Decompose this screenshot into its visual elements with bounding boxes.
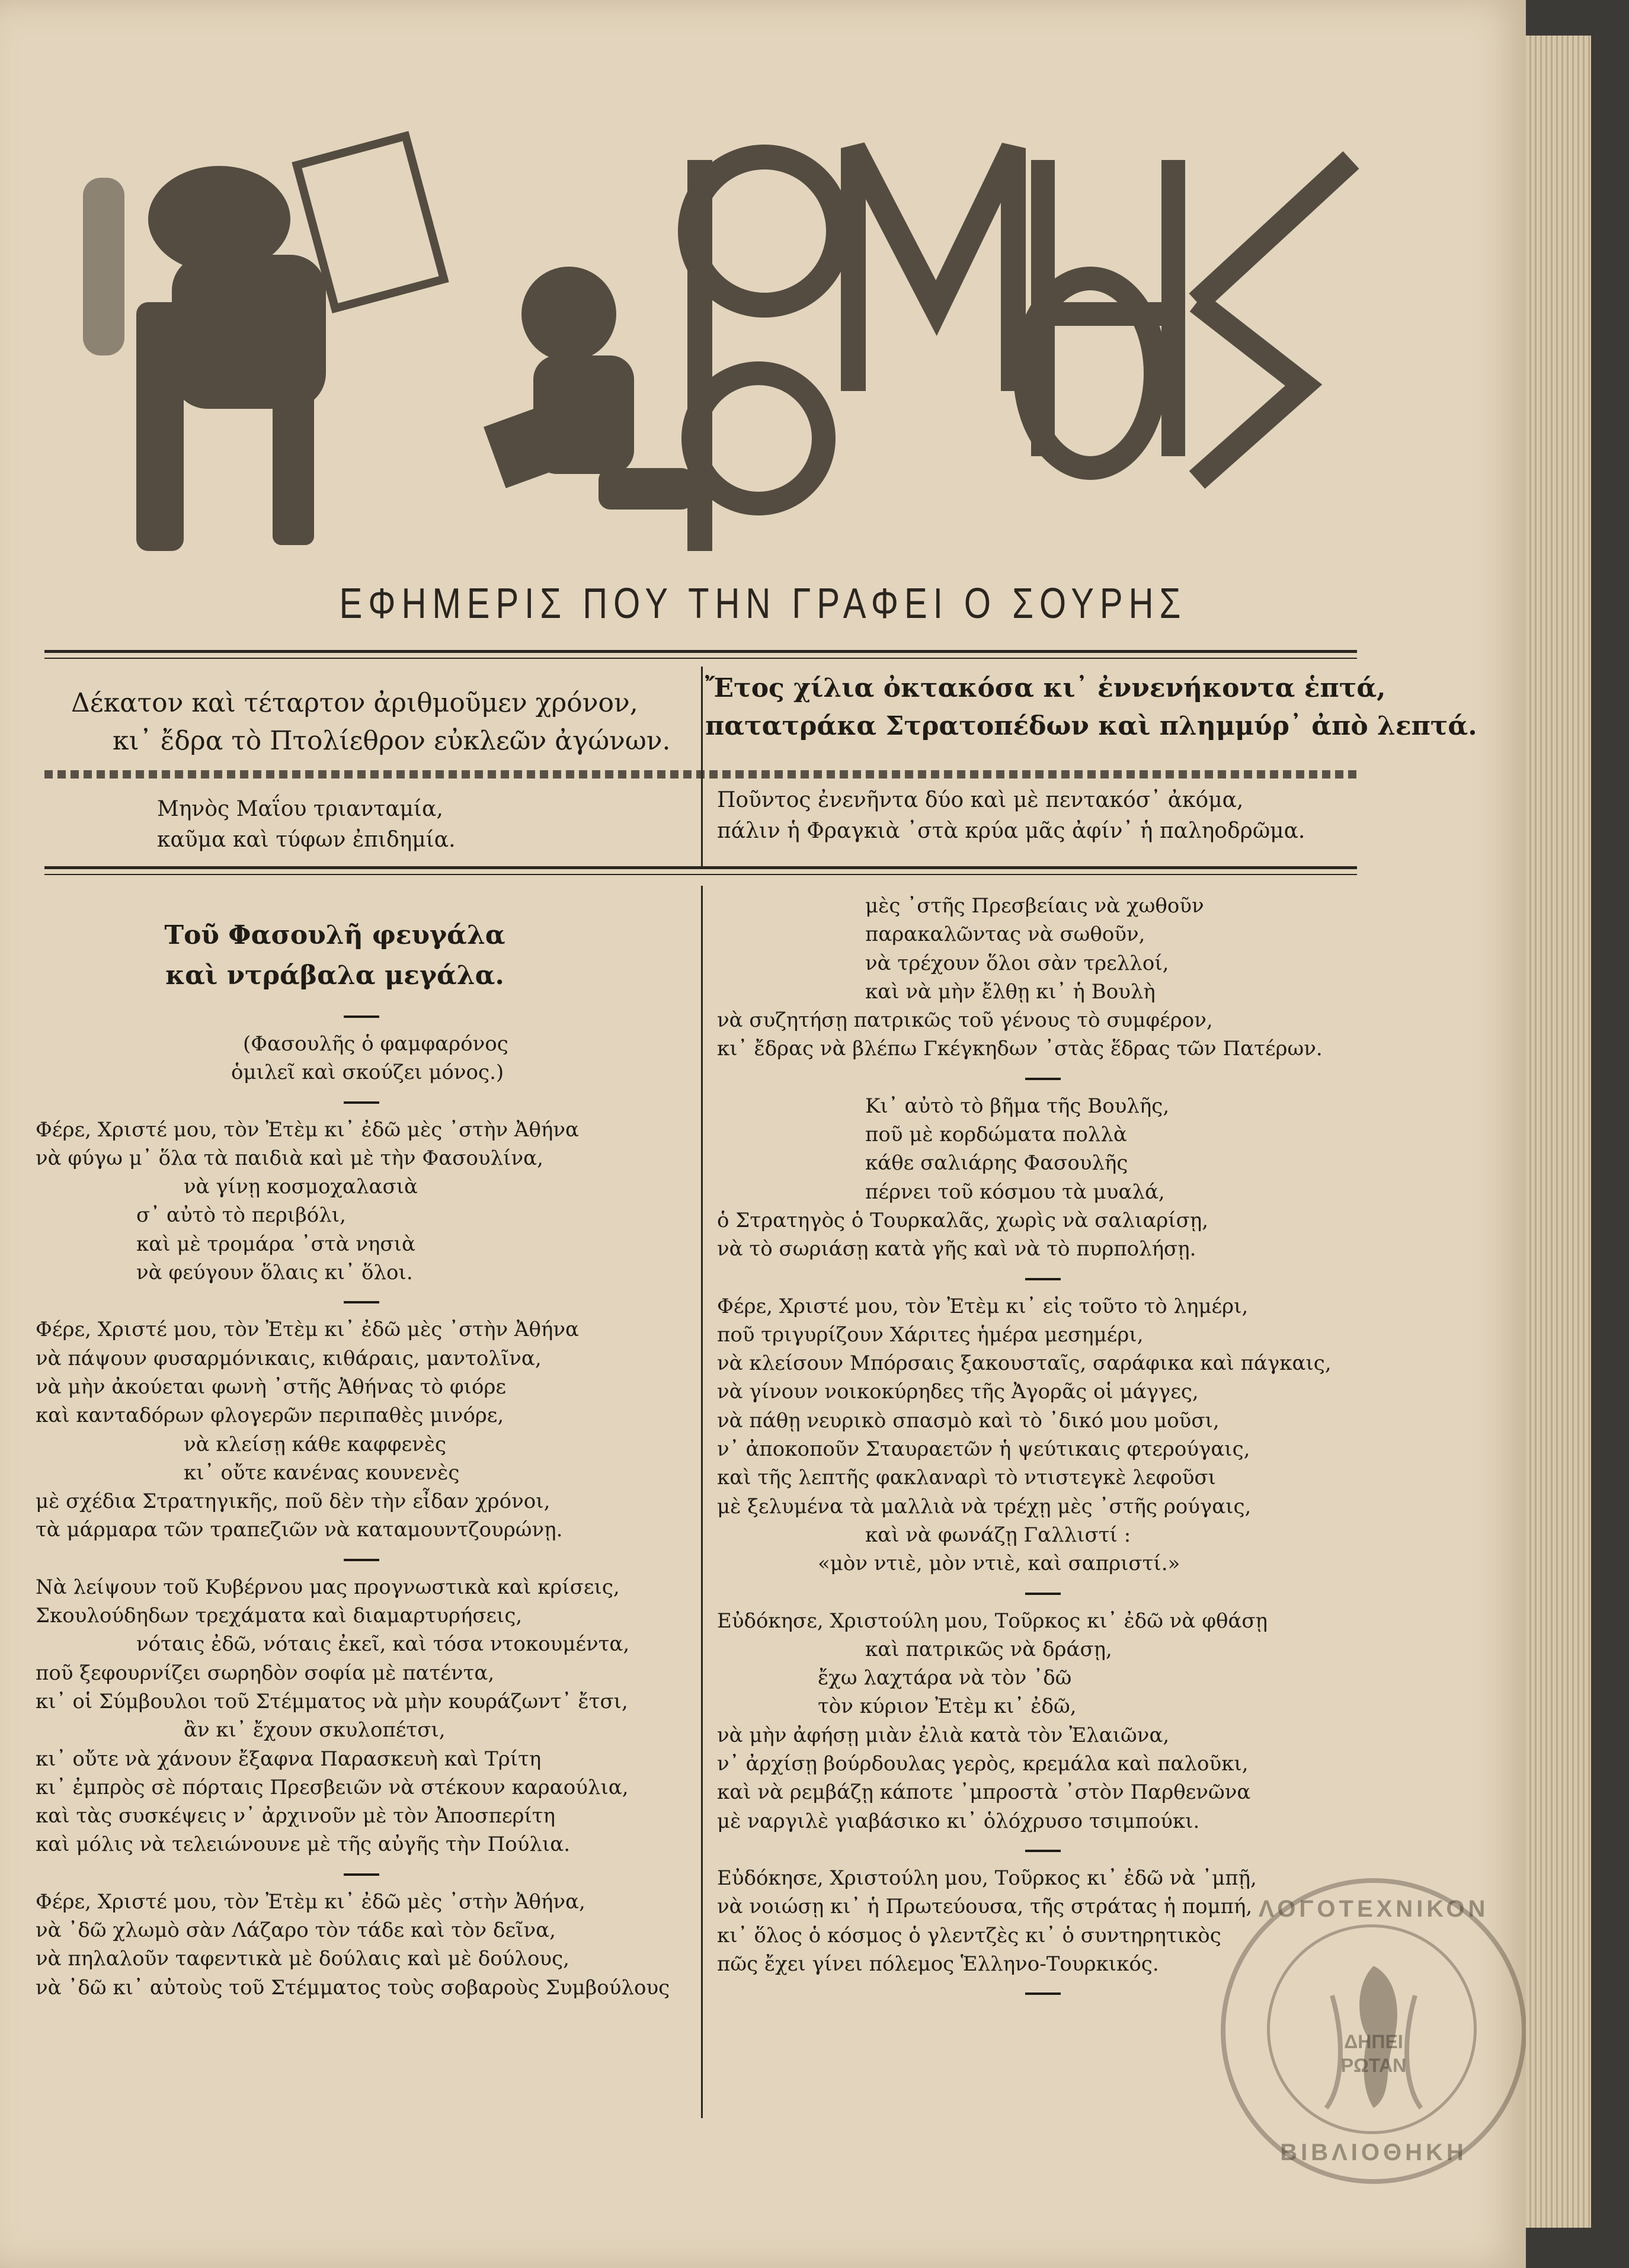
intro-line: ὁμιλεῖ καὶ σκούζει μόνος.)	[231, 1061, 504, 1085]
masthead-illustration	[83, 124, 1363, 557]
verse-line: Εὐδόκησε, Χριστούλη μου, Τοῦρκος κι᾽ ἐδῶ νὰ φθάσῃ	[717, 1609, 1268, 1633]
verse-line: Φέρε, Χριστέ μου, τὸν Ἐτὲμ κι᾽ ἐδῶ μὲς ᾽στὴν Ἀθήνα,	[36, 1889, 585, 1914]
romios-masthead-logo	[83, 124, 1363, 557]
verse-line: Νὰ λείψουν τοῦ Κυβέρνου μας προγνωστικὰ καὶ κρίσεις,	[36, 1575, 620, 1599]
header-bottom-right	[717, 785, 1357, 847]
verse-line: καὶ κανταδόρων φλογερῶν περιπαθὲς μινόρε,	[36, 1404, 504, 1428]
verse-line: Φέρε, Χριστέ μου, τὸν Ἐτὲμ κι᾽ εἰς τοῦτο τὸ λημέρι,	[717, 1294, 1249, 1318]
section-dash	[717, 1264, 1369, 1292]
header-wavy-rule	[44, 770, 1357, 779]
section-dash	[36, 1001, 687, 1030]
verse-line: καὶ μόλις νὰ τελειώνουνε μὲ τῆς αὐγῆς τὴν Πούλια.	[36, 1833, 571, 1857]
header-divider	[701, 667, 703, 868]
header-top-left	[71, 684, 671, 760]
section-dash	[717, 1578, 1369, 1607]
header-bottom-left	[157, 794, 679, 856]
verse-line: ποῦ μὲ κορδώματα πολλὰ	[865, 1123, 1127, 1147]
verse-line: νὰ συζητήσῃ πατρικῶς τοῦ γένους τὸ συμφέρον,	[717, 1008, 1213, 1033]
verse-line: Εὐδόκησε, Χριστούλη μου, Τοῦρκος κι᾽ ἐδῶ νὰ ᾽μπῇ,	[717, 1866, 1257, 1890]
verse-line: καὶ πατρικῶς νὰ δράσῃ,	[865, 1637, 1112, 1661]
verse-line: νὰ πάψουν φυσαρμόνικαις, κιθάραις, μαντολῖνα,	[36, 1346, 542, 1370]
article-title-line: καὶ ντράβαλα μεγάλα.	[165, 960, 504, 991]
verse-line: νὰ πάθῃ νευρικὸ σπασμὸ καὶ τὸ ᾽δικό μου μοῦσι,	[717, 1408, 1220, 1433]
header-rule-top	[44, 650, 1357, 653]
header-rule-bottom-thin	[44, 874, 1357, 875]
article-title-line: Τοῦ Φασουλῆ φευγάλα	[164, 920, 505, 950]
verse-line: νὰ γίνουν νοικοκύρηδες τῆς Ἀγορᾶς οἱ μάγγες,	[717, 1380, 1199, 1404]
verse-line: Κι᾽ αὐτὸ τὸ βῆμα τῆς Βουλῆς,	[865, 1094, 1170, 1118]
verse-line: ν᾽ ἀποκοποῦν Σταυραετῶν ἡ ψεύτικαις φτερούγαις,	[717, 1437, 1250, 1462]
verse-line: νὰ τρέχουν ὅλοι σὰν τρελλοί,	[865, 951, 1169, 975]
library-stamp	[1221, 1878, 1526, 2184]
article-left-column	[36, 1001, 687, 2002]
verse-line: παρακαλῶντας νὰ σωθοῦν,	[865, 922, 1145, 947]
stamp-text-mid: ΔΗΠΕΙ	[1344, 2031, 1403, 2052]
verse-line: νόταις ἐδῶ, νόταις ἐκεῖ, καὶ τόσα ντοκουμέντα,	[136, 1632, 630, 1657]
verse-line: νὰ ᾽δῶ χλωμὸ σὰν Λάζαρο τὸν τάδε καὶ τὸν δεῖνα,	[36, 1918, 556, 1943]
verse-line: ν᾽ ἀρχίσῃ βούρδουλας γερὸς, κρεμάλα καὶ παλοῦκι,	[717, 1752, 1249, 1776]
header-line: πατατράκα Στρατοπέδων καὶ πλημμύρ᾽ ἀπὸ λεπτά.	[705, 711, 1477, 741]
verse-line: κι᾽ οἱ Σύμβουλοι τοῦ Στέμματος νὰ μὴν κουράζωντ᾽ ἔτσι,	[36, 1689, 628, 1713]
stamp-text-mid2: ΡΩΤΑΝ	[1340, 2055, 1407, 2076]
header-top-right	[705, 669, 1477, 745]
verse-line: νὰ φεύγουν ὅλαις κι᾽ ὅλοι.	[136, 1261, 413, 1285]
verse-line: τὸν κύριον Ἐτὲμ κι᾽ ἐδῶ,	[818, 1694, 1077, 1719]
verse-line: κι᾽ οὔτε νὰ χάνουν ἔξαφνα Παρασκευὴ καὶ Τρίτη	[36, 1747, 542, 1771]
verse-line: Φέρε, Χριστέ μου, τὸν Ἐτὲμ κι᾽ ἐδῶ μὲς ᾽στὴν Ἀθήνα	[36, 1117, 579, 1142]
verse-line: «μὸν ντιὲ, μὸν ντιὲ, καὶ σαπριστί.»	[818, 1552, 1180, 1576]
section-dash	[717, 1835, 1369, 1864]
verse-line: καὶ νὰ μὴν ἔλθῃ κι᾽ ἡ Βουλὴ	[865, 979, 1156, 1004]
stamp-text-bottom: ΒΙΒΛΙΟΘΗΚΗ	[1280, 2139, 1467, 2166]
verse-line: νὰ τὸ σωριάσῃ κατὰ γῆς καὶ νὰ τὸ πυρπολήσῃ.	[717, 1237, 1196, 1261]
verse-line: νὰ κλείσουν Μπόρσαις ξακουσταῖς, σαράφικα καὶ πάγκαις,	[717, 1351, 1332, 1376]
verse-line: μὲς ᾽στῆς Πρεσβείαις νὰ χωθοῦν	[865, 894, 1204, 918]
section-dash	[36, 1545, 687, 1573]
article-right-column	[717, 892, 1369, 2007]
verse-line: νὰ ᾽δῶ κι᾽ αὐτοὺς τοῦ Στέμματος τοὺς σοβαροὺς Συμβούλους	[36, 1975, 670, 2000]
verse-line: μὲ σχέδια Στρατηγικῆς, ποῦ δὲν τὴν εἶδαν χρόνοι,	[36, 1489, 551, 1514]
verse-line: ποῦ ξεφουρνίζει σωρηδὸν σοφία μὲ πατέντα,	[36, 1661, 495, 1685]
verse-line: καὶ νὰ φωνάζῃ Γαλλιστί :	[865, 1523, 1131, 1547]
verse-line: κάθε σαλιάρης Φασουλῆς	[865, 1151, 1128, 1175]
verse-line: νὰ φύγω μ᾽ ὅλα τὰ παιδιὰ καὶ μὲ τὴν Φασουλίνα,	[36, 1146, 543, 1170]
verse-line: κι᾽ ἔδρας νὰ βλέπω Γκέγκηδων ᾽στὰς ἕδρας τῶν Πατέρων.	[717, 1037, 1323, 1061]
verse-line: μὲ ξελυμένα τὰ μαλλιὰ νὰ τρέχῃ μὲς ᾽στῆς ρούγαις,	[717, 1494, 1252, 1519]
header-rule-bottom	[44, 866, 1357, 869]
verse-line: νὰ νοιώσῃ κι᾽ ἡ Πρωτεύουσα, τῆς στράτας ἡ πομπή,	[717, 1895, 1253, 1919]
verse-line: κι᾽ ὅλος ὁ κόσμος ὁ γλεντζὲς κι᾽ ὁ συντηρητικὸς	[717, 1923, 1221, 1947]
verse-line: νὰ πηλαλοῦν ταφεντικὰ μὲ δούλαις καὶ μὲ δούλους,	[36, 1947, 569, 1971]
verse-line: νὰ κλείσῃ κάθε καφφενὲς	[184, 1432, 447, 1456]
verse-line: ἂν κι᾽ ἔχουν σκυλοπέτσι,	[184, 1718, 446, 1742]
section-dash	[36, 1859, 687, 1888]
header-line: πάλιν ἡ Φραγκιὰ ᾽στὰ κρύα μᾶς ἀφίν᾽ ἡ παληοδρῶμα.	[717, 819, 1305, 843]
verse-line: ποῦ τριγυρίζουν Χάριτες ἡμέρα μεσημέρι,	[717, 1322, 1144, 1347]
verse-line: πῶς ἔχει γίνει πόλεμος Ἑλληνο-Τουρκικός.	[717, 1952, 1159, 1976]
verse-line: νὰ μὴν ἀκούεται φωνὴ ᾽στῆς Ἀθήνας τὸ φιόρε	[36, 1375, 507, 1399]
header-rule-top-thin	[44, 658, 1357, 659]
verse-line: κι᾽ οὔτε κανένας κουνενὲς	[184, 1460, 460, 1485]
header-line: Μηνὸς Μαΐου τριανταμία,	[157, 797, 443, 821]
verse-line: πέρνει τοῦ κόσμου τὰ μυαλά,	[865, 1180, 1165, 1204]
header-line: Ἔτος χίλια ὀκτακόσα κι᾽ ἐννενήκοντα ἑπτά,	[705, 673, 1386, 703]
intro-line: (Φασουλῆς ὁ φαμφαρόνος	[243, 1032, 508, 1056]
verse-line: καὶ τῆς λεπτῆς φακλαναρὶ τὸ ντιστεγκὲ λεφοῦσι	[717, 1466, 1216, 1490]
stamp-text-top: ΛΟΓΟΤΕΧΝΙΚΟΝ	[1258, 1896, 1489, 1922]
verse-line: νὰ μὴν ἀφήσῃ μιὰν ἐλιὰ κατὰ τὸν Ἐλαιῶνα,	[717, 1723, 1170, 1747]
section-dash	[36, 1087, 687, 1116]
column-divider	[701, 886, 703, 2118]
header-line: Ποῦντος ἐνενῆντα δύο καὶ μὲ πεντακόσ᾽ ἀκόμα,	[717, 788, 1244, 812]
verse-line: καὶ νὰ ρεμβάζῃ κάποτε ᾽μπροστὰ ᾽στὸν Παρθενῶνα	[717, 1780, 1251, 1805]
verse-line: καὶ τὰς συσκέψεις ν᾽ ἀρχινοῦν μὲ τὸν Ἀποσπερίτη	[36, 1804, 555, 1828]
verse-line: Σκουλούδηδων τρεχάματα καὶ διαμαρτυρήσεις,	[36, 1604, 523, 1628]
verse-line: νὰ γίνῃ κοσμοχαλασιὰ	[184, 1175, 418, 1199]
section-dash	[36, 1287, 687, 1315]
verse-line: ἔχω λαχτάρα νὰ τὸν ᾽δῶ	[818, 1666, 1072, 1690]
section-dash	[717, 1063, 1369, 1092]
verse-line: σ᾽ αὐτὸ τὸ περιβόλι,	[136, 1203, 346, 1228]
page-edge-binding	[1526, 36, 1591, 2228]
header-line: καῦμα καὶ τύφων ἐπιδημία.	[157, 828, 456, 852]
verse-line: ὁ Στρατηγὸς ὁ Τουρκαλᾶς, χωρὶς νὰ σαλιαρίσῃ,	[717, 1208, 1208, 1232]
masthead-subtitle: ΕΦΗΜΕΡΙΣ ΠΟΥ ΤΗΝ ΓΡΑΦΕΙ Ο ΣΟΥΡΗΣ	[339, 579, 1187, 628]
verse-line: καὶ μὲ τρομάρα ᾽στὰ νησιὰ	[136, 1232, 415, 1256]
verse-line: τὰ μάρμαρα τῶν τραπεζιῶν νὰ καταμουντζουρώνῃ.	[36, 1518, 563, 1542]
header-line: κι᾽ ἔδρα τὸ Πτολίεθρον εὐκλεῶν ἀγώνων.	[113, 726, 671, 756]
header-line: Δέκατον καὶ τέταρτον ἀριθμοῦμεν χρόνον,	[71, 688, 638, 718]
article-title	[157, 915, 513, 996]
verse-line: κι᾽ ἐμπρὸς σὲ πόρταις Πρεσβειῶν νὰ στέκουν καραούλια,	[36, 1775, 629, 1799]
verse-line: Φέρε, Χριστέ μου, τὸν Ἐτὲμ κι᾽ ἐδῶ μὲς ᾽στὴν Ἀθήνα	[36, 1318, 579, 1342]
verse-line: μὲ ναργιλὲ γιαβάσικο κι᾽ ὁλόχρυσο τσιμπούκι.	[717, 1809, 1200, 1833]
